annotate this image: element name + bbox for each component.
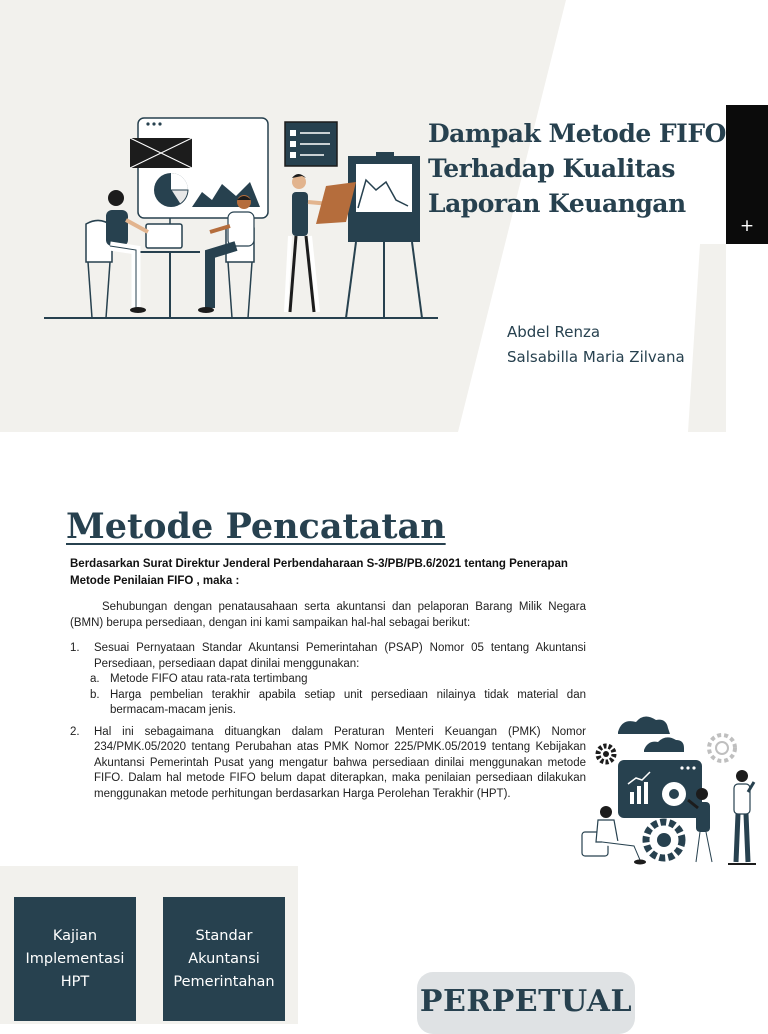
sub-list-item <box>70 672 586 688</box>
sub-list-letter: b. <box>90 688 100 701</box>
title-line-1: Dampak Metode FIFO <box>428 119 726 148</box>
topic-card-line: HPT <box>60 973 90 990</box>
metode-pencatatan-slide <box>0 432 768 866</box>
list-item-text: Sesuai Pernyataan Standar Akuntansi Pemerintahan (PSAP) Nomor 05 tentang Akuntansi Persediaan, persediaan dapat dinilai menggunakan: <box>94 642 586 670</box>
perpetual-pill[interactable] <box>417 972 635 1034</box>
presentation-title <box>428 116 728 221</box>
opening-paragraph: Sehubungan dengan penatausahaan serta akuntansi dan pelaporan Barang Milik Negara (BMN) berupa persediaan, dengan ini kami sampaikan hal-hal sebagai berikut: <box>70 601 586 629</box>
topic-card-line: Pemerintahan <box>173 973 275 990</box>
topic-card-standar[interactable] <box>163 897 285 1021</box>
topic-card-text <box>173 925 274 994</box>
sub-list-text: Metode FIFO atau rata-rata tertimbang <box>110 673 308 685</box>
topic-card-line: Akuntansi <box>188 950 260 967</box>
author-name: Abdel Renza <box>507 323 601 341</box>
office-meeting-illustration <box>40 112 440 324</box>
plus-icon[interactable]: + <box>739 216 755 236</box>
list-item-text: Hal ini sebagaimana dituangkan dalam Peraturan Menteri Keuangan (PMK) Nomor 234/PMK.05/2020 tentang Perubahan atas PMK Nomor 225/PMK.05/2019 tentang Kebijakan Akuntansi Pemerintah Pusat yang mengatur bahwa persediaan dinilai menggunakan metode FIFO. Dalam hal metode FIFO belum dapat diterapkan, maka penilaian persediaan dilakukan menggunakan metode perhitungan berdasarkan Harga Perolehan Terakhir (HPT). <box>94 725 586 800</box>
sub-list-letter: a. <box>90 673 100 685</box>
title-line-3: Laporan Keuangan <box>428 189 686 218</box>
perpetual-label: PERPETUAL <box>419 984 633 1019</box>
list-item <box>70 725 586 803</box>
author-list <box>507 320 685 370</box>
topic-card-line: Implementasi <box>25 950 125 967</box>
sub-list-item <box>70 688 586 719</box>
cover-slide <box>0 0 768 432</box>
list-item <box>70 641 586 672</box>
list-number: 1. <box>70 642 80 654</box>
title-line-2: Terhadap Kualitas <box>428 154 675 183</box>
topic-card-line: Kajian <box>52 927 98 944</box>
data-analysis-illustration <box>578 712 768 868</box>
topic-card-kajian[interactable] <box>14 897 136 1021</box>
partial-slide <box>0 866 768 1024</box>
regulation-excerpt <box>70 600 586 802</box>
sub-list-text: Harga pembelian terakhir apabila setiap unit persediaan nilainya tidak material dan bermacam-macam jenis. <box>110 688 586 716</box>
author-name: Salsabilla Maria Zilvana <box>507 348 685 366</box>
topic-card-line: Standar <box>195 927 253 944</box>
topic-card-text <box>26 925 125 994</box>
slide-title: Metode Pencatatan <box>66 506 446 547</box>
list-number: 2. <box>70 725 80 738</box>
intro-text: Berdasarkan Surat Direktur Jenderal Perbendaharaan S-3/PB/PB.6/2021 tentang Penerapan Metode Penilaian FIFO , maka : <box>70 558 568 587</box>
side-tab[interactable] <box>726 105 768 244</box>
